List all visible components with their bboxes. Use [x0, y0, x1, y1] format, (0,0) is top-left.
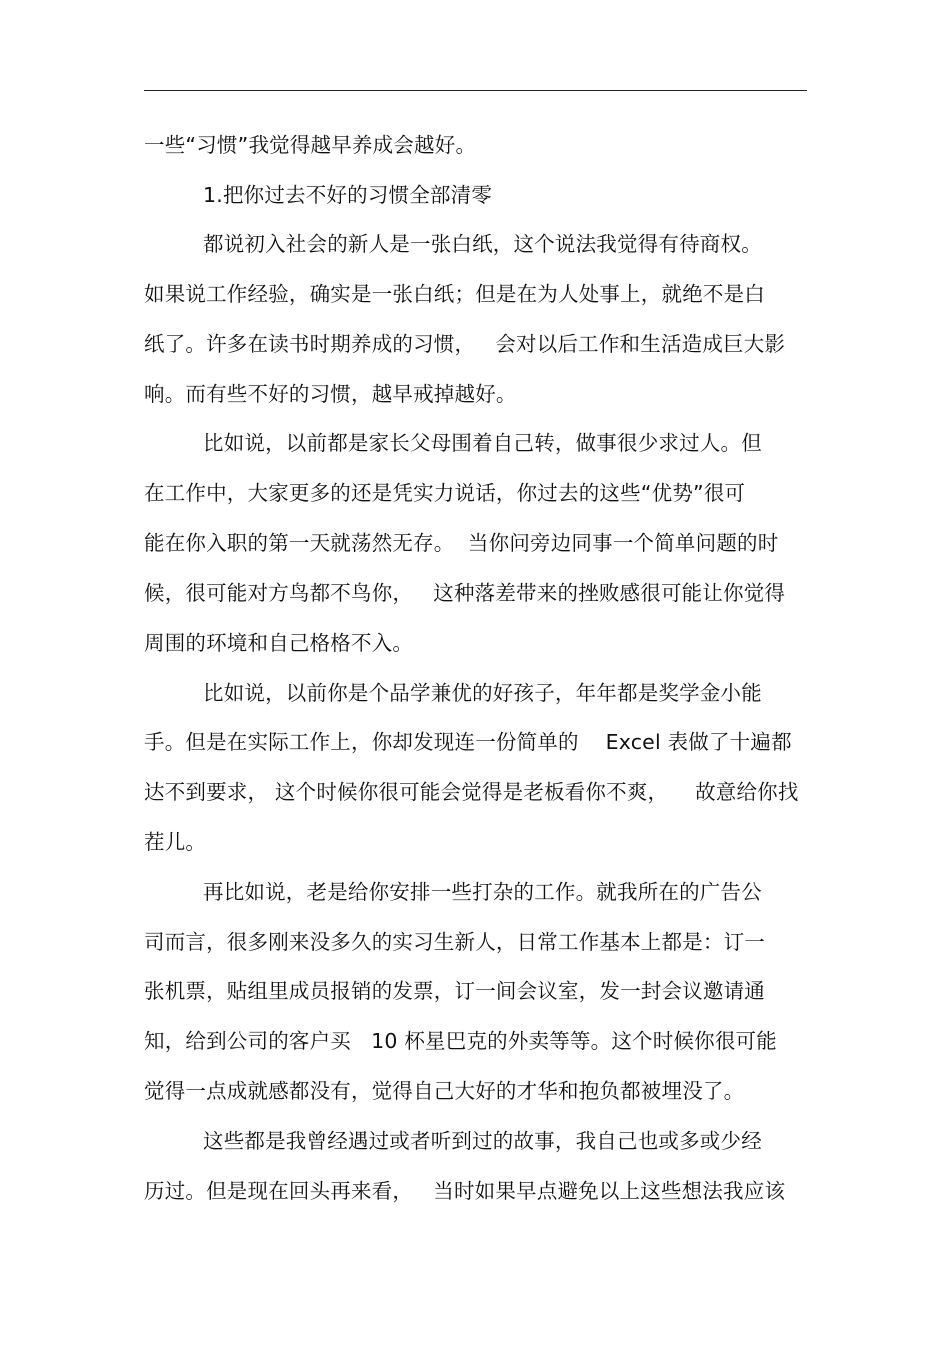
text-line-10: 候，很可能对方鸟都不鸟你， 这种落差带来的挫败感很可能让你觉得: [144, 581, 786, 605]
text-line-12: 比如说，以前你是个品学兼优的好孩子，年年都是奖学金小能: [203, 681, 762, 705]
text-line-7: 比如说，以前都是家长父母围着自己转，做事很少求过人。但: [203, 431, 762, 455]
text-line-3: 都说初入社会的新人是一张白纸，这个说法我觉得有待商权。: [203, 232, 762, 256]
text-line-16: 再比如说，老是给你安排一些打杂的工作。就我所在的广告公: [203, 880, 762, 904]
text-line-4: 如果说工作经验，确实是一张白纸；但是在为人处事上，就绝不是白: [144, 282, 765, 306]
text-line-8: 在工作中，大家更多的还是凭实力说话，你过去的这些“优势”很可: [144, 481, 746, 505]
text-line-6: 响。而有些不好的习惯，越早戒掉越好。: [144, 382, 517, 406]
text-line-13: 手。但是在实际工作上，你却发现连一份简单的 Excel 表做了十遍都: [144, 730, 792, 754]
text-line-14: 达不到要求， 这个时候你很可能会觉得是老板看你不爽， 故意给你找: [144, 780, 799, 804]
text-line-22: 历过。但是现在回头再来看， 当时如果早点避免以上这些想法我应该: [144, 1179, 786, 1203]
header-rule: [144, 90, 807, 91]
text-line-21: 这些都是我曾经遇过或者听到过的故事，我自己也或多或少经: [203, 1129, 762, 1153]
section-heading: 1.把你过去不好的习惯全部清零: [203, 183, 493, 207]
text-line-20: 觉得一点成就感都没有，觉得自己大好的才华和抱负都被埋没了。: [144, 1079, 745, 1103]
text-line-11: 周围的环境和自己格格不入。: [144, 631, 414, 655]
text-line-9: 能在你入职的第一天就荡然无存。 当你问旁边同事一个简单问题的时: [144, 531, 779, 555]
text-line-17: 司而言，很多刚来没多久的实习生新人，日常工作基本上都是：订一: [144, 930, 765, 954]
text-line-5: 纸了。许多在读书时期养成的习惯， 会对以后工作和生活造成巨大影: [144, 332, 786, 356]
text-line-15: 茬儿。: [144, 830, 207, 854]
text-line-18: 张机票，贴组里成员报销的发票，订一间会议室，发一封会议邀请通: [144, 979, 765, 1003]
text-line-1: 一些“习惯”我觉得越早养成会越好。: [144, 133, 477, 157]
text-line-19: 知，给到公司的客户买 10 杯星巴克的外卖等等。这个时候你很可能: [144, 1029, 777, 1053]
